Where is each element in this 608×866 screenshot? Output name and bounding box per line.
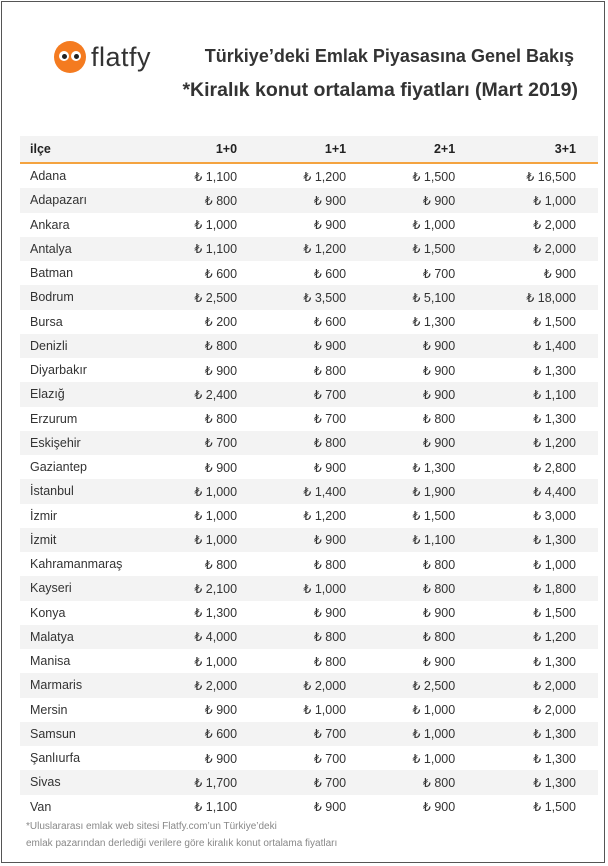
table-row xyxy=(20,163,598,188)
price-cell: ₺ 900 xyxy=(543,266,576,281)
price-cell: ₺ 1,500 xyxy=(533,315,576,330)
owl-logo-icon xyxy=(54,41,86,73)
price-cell: ₺ 1,300 xyxy=(477,722,598,746)
table-row xyxy=(20,358,598,382)
table-row xyxy=(20,213,598,237)
price-cell: ₺ 1,700 xyxy=(150,770,259,794)
price-cell: ₺ 2,500 xyxy=(150,285,259,309)
table-row xyxy=(20,285,598,309)
district-cell: Konya xyxy=(30,605,66,620)
price-cell: ₺ 16,500 xyxy=(526,169,576,184)
district-cell: Kahramanmaraş xyxy=(30,557,123,572)
price-cell: ₺ 700 xyxy=(313,751,347,766)
brand-name: flatfy xyxy=(91,41,152,72)
table-row xyxy=(20,455,598,479)
table-row xyxy=(20,552,598,576)
price-cell: ₺ 2,000 xyxy=(477,237,598,261)
district-cell: Kayseri xyxy=(20,576,150,600)
footnote-line-1: *Uluslararası emlak web sitesi Flatfy.com’un Türkiye’deki xyxy=(26,821,277,832)
table-row xyxy=(20,770,598,794)
district-cell: Samsun xyxy=(20,722,150,746)
price-cell: ₺ 1,000 xyxy=(259,576,368,600)
footnote-line-2: emlak pazarından derlediği verilere göre kiralık konut ortalama fiyatları xyxy=(26,838,338,849)
price-cell: ₺ 1,000 xyxy=(533,557,576,572)
price-cell: ₺ 1,400 xyxy=(259,479,368,503)
price-cell: ₺ 900 xyxy=(313,606,347,621)
price-cell: ₺ 800 xyxy=(259,625,368,649)
price-cell: ₺ 1,300 xyxy=(412,460,456,475)
table-row xyxy=(20,649,598,673)
district-cell: İzmir xyxy=(30,508,58,523)
price-cell: ₺ 1,300 xyxy=(477,528,598,552)
table-body xyxy=(20,163,598,819)
price-cell: ₺ 900 xyxy=(259,528,368,552)
table-row xyxy=(20,504,598,528)
price-cell: ₺ 900 xyxy=(204,703,238,718)
price-cell: ₺ 900 xyxy=(313,800,347,815)
district-cell: Diyarbakır xyxy=(30,363,87,378)
price-cell: ₺ 800 xyxy=(313,363,347,378)
price-cell: ₺ 1,500 xyxy=(412,169,456,184)
district-cell: Denizli xyxy=(20,334,150,358)
price-cell: ₺ 1,300 xyxy=(412,315,456,330)
price-cell: ₺ 1,000 xyxy=(477,188,598,212)
table-row xyxy=(20,479,598,503)
district-cell: Van xyxy=(30,799,52,814)
price-cell: ₺ 600 xyxy=(204,266,238,281)
table-row xyxy=(20,625,598,649)
price-cell: ₺ 1,300 xyxy=(194,606,238,621)
flatfy-logo xyxy=(54,40,151,74)
price-cell: ₺ 1,300 xyxy=(533,412,576,427)
price-cell: ₺ 2,000 xyxy=(259,673,368,697)
price-cell: ₺ 1,300 xyxy=(533,654,576,669)
price-cell: ₺ 3,500 xyxy=(259,285,368,309)
price-cell: ₺ 900 xyxy=(422,800,456,815)
price-cell: ₺ 800 xyxy=(204,557,238,572)
price-cell: ₺ 900 xyxy=(204,751,238,766)
price-cell: ₺ 1,000 xyxy=(412,751,456,766)
price-cell: ₺ 700 xyxy=(422,266,456,281)
district-cell: Malatya xyxy=(20,625,150,649)
table-row xyxy=(20,431,598,455)
footnote xyxy=(26,818,337,852)
price-cell: ₺ 900 xyxy=(368,334,477,358)
district-cell: Ankara xyxy=(30,217,70,232)
table-row xyxy=(20,722,598,746)
price-cell: ₺ 700 xyxy=(313,412,347,427)
price-cell: ₺ 700 xyxy=(259,770,368,794)
price-cell: ₺ 1,500 xyxy=(368,237,477,261)
price-cell: ₺ 900 xyxy=(368,188,477,212)
price-cell: ₺ 1,100 xyxy=(150,237,259,261)
price-cell: ₺ 600 xyxy=(313,315,347,330)
table-row xyxy=(20,576,598,600)
price-cell: ₺ 900 xyxy=(259,334,368,358)
district-cell: Sivas xyxy=(20,770,150,794)
price-cell: ₺ 2,400 xyxy=(150,382,259,406)
rent-price-table xyxy=(20,136,598,819)
column-header-2plus1: 2+1 xyxy=(368,136,477,163)
district-cell: Antalya xyxy=(20,237,150,261)
price-cell: ₺ 900 xyxy=(422,363,456,378)
page-title: Türkiye’deki Emlak Piyasasına Genel Bakış xyxy=(204,46,574,66)
price-cell: ₺ 800 xyxy=(368,770,477,794)
price-cell: ₺ 800 xyxy=(150,334,259,358)
table-row xyxy=(20,407,598,431)
price-cell: ₺ 1,300 xyxy=(533,363,576,378)
district-cell: Manisa xyxy=(30,654,71,669)
price-cell: ₺ 1,000 xyxy=(194,654,238,669)
price-cell: ₺ 1,200 xyxy=(259,237,368,261)
price-cell: ₺ 1,300 xyxy=(533,751,576,766)
table-row xyxy=(20,261,598,285)
price-cell: ₺ 1,200 xyxy=(303,169,347,184)
owl-eye-left xyxy=(59,51,69,61)
price-cell: ₺ 1,000 xyxy=(150,479,259,503)
price-cell: ₺ 1,500 xyxy=(533,606,576,621)
price-cell: ₺ 900 xyxy=(313,218,347,233)
price-cell: ₺ 800 xyxy=(204,412,238,427)
price-cell: ₺ 900 xyxy=(422,654,456,669)
price-cell: ₺ 900 xyxy=(204,460,238,475)
page-subtitle: *Kiralık konut ortalama fiyatları (Mart 2019) xyxy=(182,79,578,101)
price-cell: ₺ 3,000 xyxy=(533,509,576,524)
district-cell: Marmaris xyxy=(20,673,150,697)
price-cell: ₺ 1,300 xyxy=(477,770,598,794)
price-cell: ₺ 4,400 xyxy=(477,479,598,503)
price-cell: ₺ 1,100 xyxy=(194,169,238,184)
price-cell: ₺ 18,000 xyxy=(477,285,598,309)
district-cell: Erzurum xyxy=(30,411,78,426)
price-cell: ₺ 600 xyxy=(150,722,259,746)
price-cell: ₺ 800 xyxy=(422,412,456,427)
price-cell: ₺ 2,000 xyxy=(477,673,598,697)
table-row xyxy=(20,673,598,697)
table-row xyxy=(20,698,598,722)
price-cell: ₺ 1,100 xyxy=(368,528,477,552)
price-cell: ₺ 600 xyxy=(313,266,347,281)
price-cell: ₺ 1,400 xyxy=(477,334,598,358)
price-cell: ₺ 1,000 xyxy=(303,703,347,718)
price-cell: ₺ 800 xyxy=(368,625,477,649)
price-cell: ₺ 1,000 xyxy=(412,218,456,233)
price-cell: ₺ 1,100 xyxy=(477,382,598,406)
district-cell: Mersin xyxy=(30,702,68,717)
price-cell: ₺ 1,200 xyxy=(477,431,598,455)
table-row xyxy=(20,188,598,212)
district-cell: İzmit xyxy=(20,528,150,552)
table-row xyxy=(20,601,598,625)
price-cell: ₺ 900 xyxy=(259,188,368,212)
price-cell: ₺ 1,200 xyxy=(303,509,347,524)
table-row xyxy=(20,237,598,261)
price-cell: ₺ 1,000 xyxy=(412,703,456,718)
district-cell: Adana xyxy=(30,169,67,184)
price-cell: ₺ 700 xyxy=(259,382,368,406)
price-cell: ₺ 800 xyxy=(368,576,477,600)
district-cell: Adapazarı xyxy=(20,188,150,212)
district-cell: İstanbul xyxy=(20,479,150,503)
table-row xyxy=(20,528,598,552)
price-cell: ₺ 2,000 xyxy=(150,673,259,697)
price-cell: ₺ 2,500 xyxy=(368,673,477,697)
table-row xyxy=(20,746,598,770)
price-cell: ₺ 700 xyxy=(150,431,259,455)
price-cell: ₺ 1,100 xyxy=(194,800,238,815)
price-cell: ₺ 900 xyxy=(422,606,456,621)
price-cell: ₺ 1,900 xyxy=(368,479,477,503)
column-header-1plus1: 1+1 xyxy=(259,136,368,163)
price-cell: ₺ 2,800 xyxy=(533,460,576,475)
price-cell: ₺ 900 xyxy=(368,382,477,406)
price-cell: ₺ 800 xyxy=(150,188,259,212)
owl-eye-right xyxy=(71,51,81,61)
district-cell: Batman xyxy=(30,266,74,281)
price-cell: ₺ 800 xyxy=(422,557,456,572)
table-row xyxy=(20,382,598,406)
price-cell: ₺ 800 xyxy=(313,557,347,572)
price-cell: ₺ 2,000 xyxy=(533,218,576,233)
price-cell: ₺ 1,500 xyxy=(412,509,456,524)
price-cell: ₺ 1,000 xyxy=(150,528,259,552)
district-cell: Şanlıurfa xyxy=(30,751,81,766)
column-header-district: ilçe xyxy=(20,136,150,163)
district-cell: Bodrum xyxy=(20,285,150,309)
price-cell: ₺ 4,000 xyxy=(150,625,259,649)
price-cell: ₺ 2,000 xyxy=(533,703,576,718)
price-cell: ₺ 1,000 xyxy=(368,722,477,746)
price-cell: ₺ 800 xyxy=(313,654,347,669)
table-row xyxy=(20,334,598,358)
district-cell: Bursa xyxy=(30,314,63,329)
price-cell: ₺ 700 xyxy=(259,722,368,746)
district-cell: Gaziantep xyxy=(30,460,87,475)
price-cell: ₺ 1,500 xyxy=(533,800,576,815)
price-cell: ₺ 1,000 xyxy=(194,509,238,524)
price-cell: ₺ 1,800 xyxy=(477,576,598,600)
table-row xyxy=(20,795,598,819)
price-cell: ₺ 200 xyxy=(204,315,238,330)
table-row xyxy=(20,310,598,334)
header xyxy=(0,0,608,130)
price-cell: ₺ 900 xyxy=(368,431,477,455)
price-cell: ₺ 2,100 xyxy=(150,576,259,600)
price-cell: ₺ 800 xyxy=(259,431,368,455)
table-header xyxy=(20,136,598,163)
price-cell: ₺ 1,200 xyxy=(477,625,598,649)
district-cell: Eskişehir xyxy=(20,431,150,455)
column-header-3plus1: 3+1 xyxy=(477,136,598,163)
district-cell: Elazığ xyxy=(20,382,150,406)
column-header-1plus0: 1+0 xyxy=(150,136,259,163)
price-cell: ₺ 900 xyxy=(313,460,347,475)
price-cell: ₺ 1,000 xyxy=(194,218,238,233)
price-cell: ₺ 900 xyxy=(204,363,238,378)
price-cell: ₺ 5,100 xyxy=(368,285,477,309)
